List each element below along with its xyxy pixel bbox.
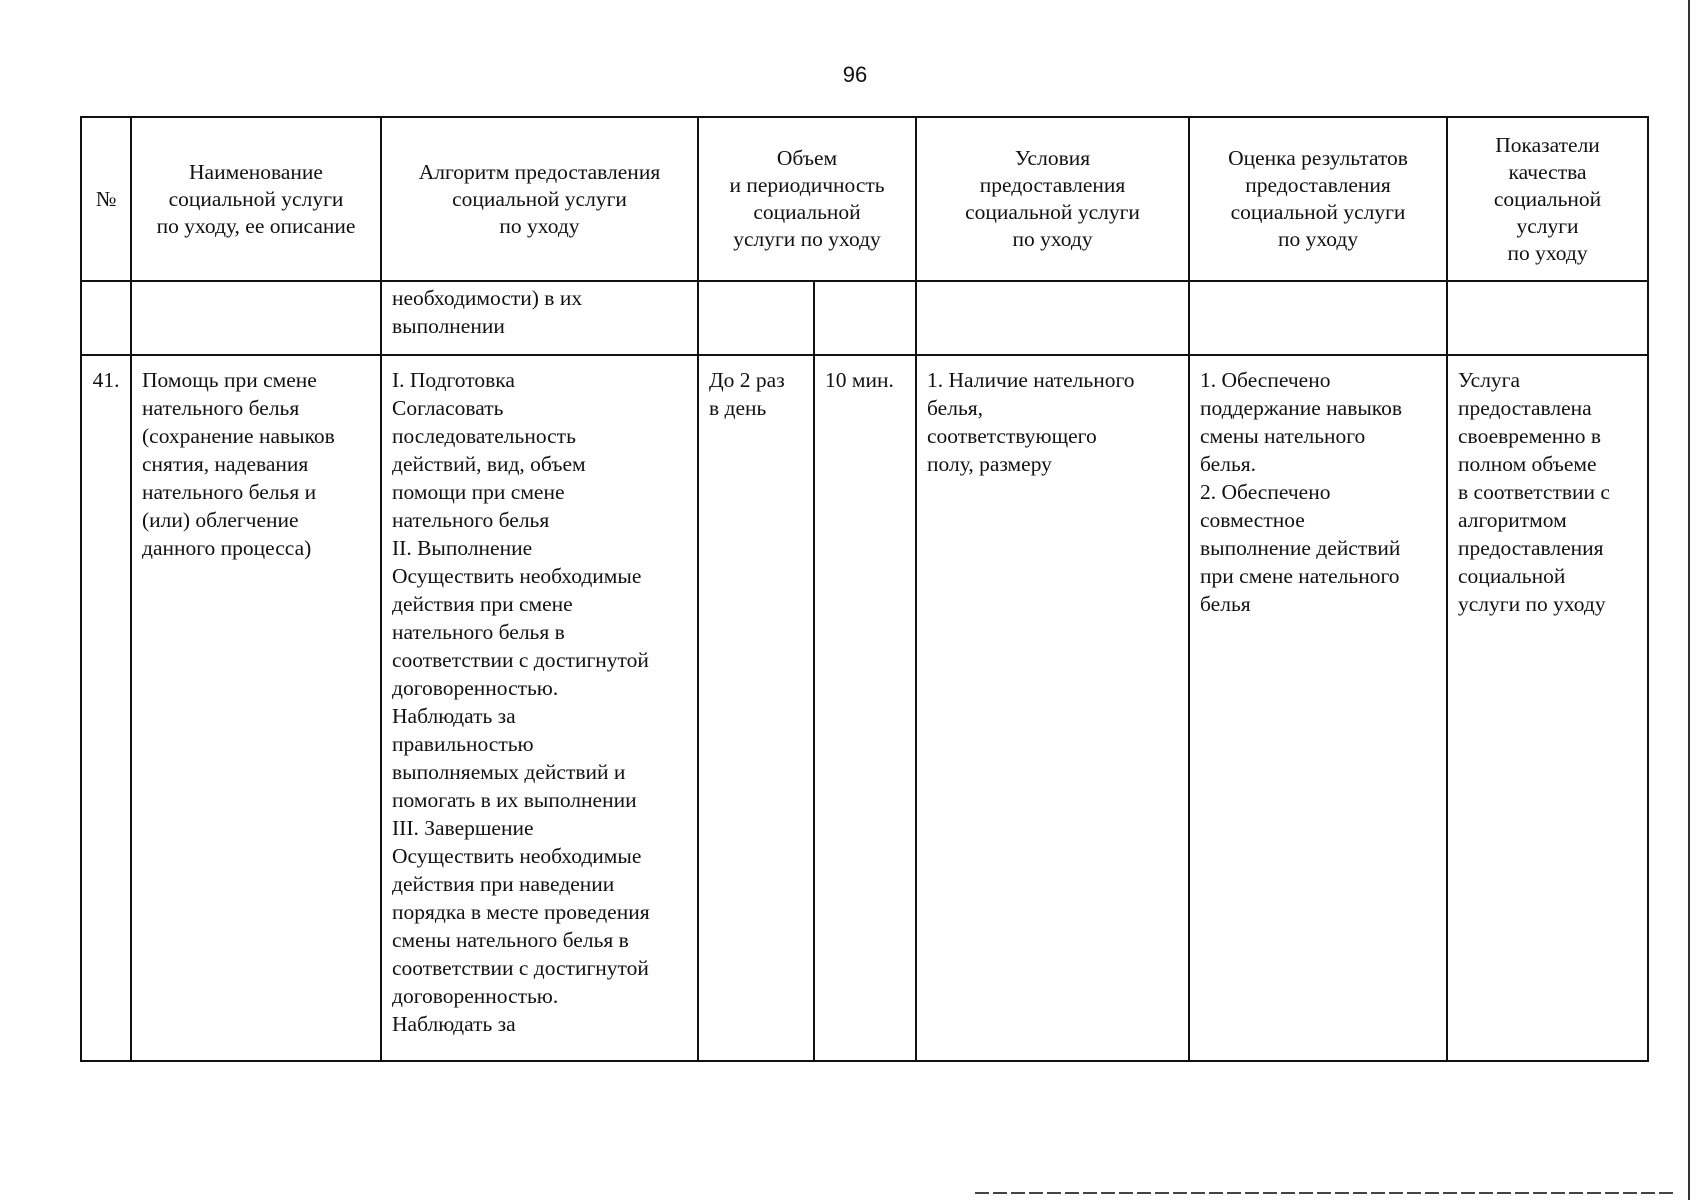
services-table — [80, 116, 1649, 1062]
cont-algorithm-cell: необходимости) в их выполнении — [381, 281, 698, 355]
cont-volume-cell — [698, 281, 814, 355]
service-quality: Услуга предоставлена своевременно в полном объеме в соответствии с алгоритмом предоставления социальной услуги по уходу — [1447, 355, 1648, 1061]
cont-conditions-cell — [916, 281, 1189, 355]
cont-name-cell — [131, 281, 381, 355]
header-quality: Показатели качества социальной услуги по уходу — [1447, 117, 1648, 281]
header-service-name: Наименование социальной услуги по уходу, ее описание — [131, 117, 381, 281]
cont-quality-cell — [1447, 281, 1648, 355]
header-algorithm: Алгоритм предоставления социальной услуги по уходу — [381, 117, 698, 281]
table-row — [81, 355, 1648, 1061]
table-row — [81, 281, 1648, 355]
table-header-row — [81, 117, 1648, 281]
service-name: Помощь при смене нательного белья (сохранение навыков снятия, надевания нательного белья и (или) облегчение данного процесса) — [131, 355, 381, 1061]
header-number: № — [81, 117, 131, 281]
cont-periodicity-cell — [814, 281, 916, 355]
service-conditions: 1. Наличие нательного белья, соответствующего полу, размеру — [916, 355, 1189, 1061]
header-conditions: Условия предоставления социальной услуги по уходу — [916, 117, 1189, 281]
cont-evaluation-cell — [1189, 281, 1447, 355]
service-periodicity: 10 мин. — [814, 355, 916, 1061]
header-evaluation: Оценка результатов предоставления социальной услуги по уходу — [1189, 117, 1447, 281]
page-number: 96 — [842, 62, 868, 87]
service-evaluation: 1. Обеспечено поддержание навыков смены нательного белья. 2. Обеспечено совместное выполнение действий при смене нательного белья — [1189, 355, 1447, 1061]
header-volume-periodicity: Объем и периодичность социальной услуги по уходу — [698, 117, 916, 281]
row-number: 41. — [81, 355, 131, 1061]
service-algorithm: I. Подготовка Согласовать последовательность действий, вид, объем помощи при смене нательного белья II. Выполнение Осуществить необходимые действия при смене нательного белья в соответствии с достигнутой договоренностью. Наблюдать за правильностью выполняемых действий и помогать в их выполнении III. Завершение Осуществить необходимые действия при наведении порядка в месте проведения смены нательного белья в соответствии с достигнутой договоренностью. Наблюдать за — [381, 355, 698, 1061]
service-volume: До 2 раз в день — [698, 355, 814, 1061]
scan-edge-line — [1688, 0, 1690, 1200]
scan-artifact-line — [975, 1192, 1675, 1194]
cont-number-cell — [81, 281, 131, 355]
